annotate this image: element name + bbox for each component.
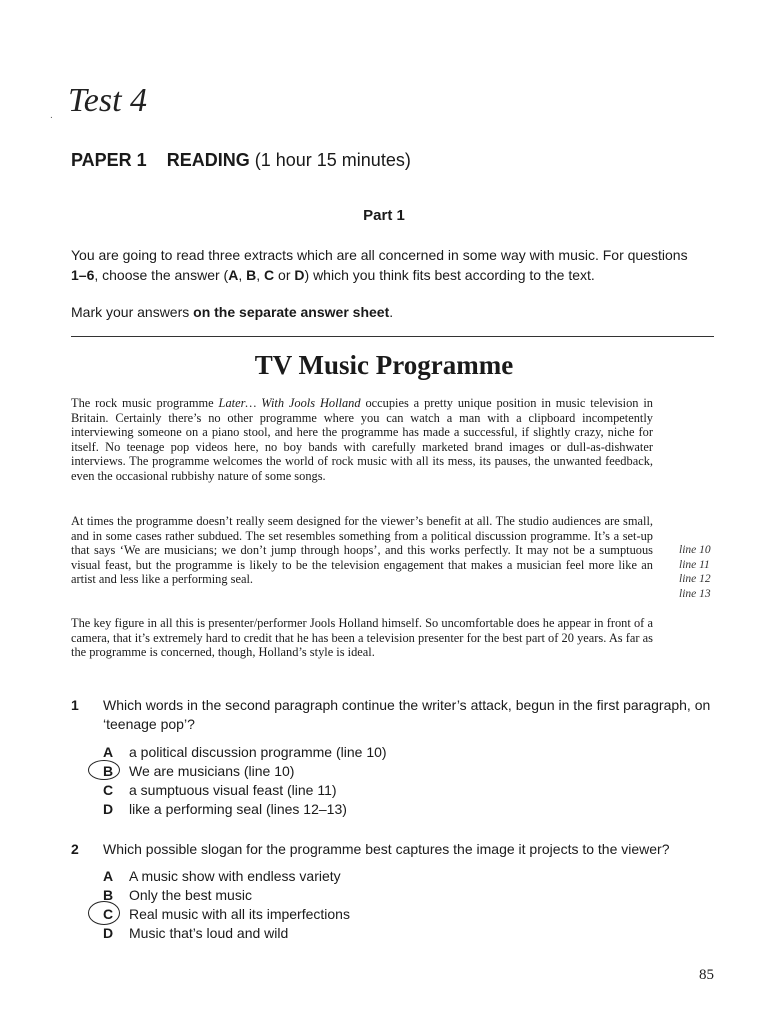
article-title: TV Music Programme xyxy=(254,350,514,380)
duration: (1 hour 15 minutes) xyxy=(254,150,411,170)
question-2-option-b[interactable]: B Only the best music xyxy=(103,887,252,903)
question-2-text: Which possible slogan for the programme best captures the image it projects to the viewer? xyxy=(103,841,670,857)
question-2-option-d[interactable]: D Music that’s loud and wild xyxy=(103,925,289,941)
question-1-text: Which words in the second paragraph continue the writer’s attack, begun in the first paragraph, on ‘teenage pop’? xyxy=(103,697,711,732)
question-1-option-d[interactable]: D like a performing seal (lines 12–13) xyxy=(103,801,347,817)
answer-sheet-instruction: Mark your answers on the separate answer sheet. xyxy=(71,304,394,320)
line-ref-13: line 13 xyxy=(679,587,711,600)
line-ref-10: line 10 xyxy=(679,544,711,556)
show-title: Later… With Jools Holland xyxy=(218,396,361,410)
paper-heading xyxy=(71,150,411,171)
paper-label: PAPER 1 xyxy=(71,150,147,170)
question-1-option-c[interactable]: C a sumptuous visual feast (line 11) xyxy=(103,782,337,798)
question-1-number: 1 xyxy=(71,697,79,713)
instructions: You are going to read three extracts which are all concerned in some way with music. For questions 1–6, choose the answer (A, B, C or D) which you think fits best according to the text. xyxy=(71,247,688,283)
question-2-option-a[interactable]: A A music show with endless variety xyxy=(103,868,341,884)
handwritten-answer-circle-q2 xyxy=(88,901,120,925)
part-heading: Part 1 xyxy=(363,207,405,224)
stray-dot: . xyxy=(50,110,53,121)
page-number: 85 xyxy=(699,967,714,983)
test-title: Test 4 xyxy=(68,82,148,119)
article-paragraph-1: The rock music programme Later… With Jools Holland occupies a pretty unique position in music television in Britain. Certainly there’s no other programme where you can watch a man with a clipboard incompetently interviewing someone on a piano stool, and here the programme has made a successful, if slightly crazy, niche for itself. No teenage pop videos here, no boy bands with carefully marketed brand images or dull-as-dishwater interviews. The programme welcomes the world of rock music with all its mess, its pauses, the unwanted feedback, even the occasional rubbishy nature of some songs. xyxy=(71,396,653,483)
question-1-option-b[interactable]: B We are musicians (line 10) xyxy=(103,763,295,779)
divider xyxy=(71,336,714,337)
article-paragraph-2: At times the programme doesn’t really seem designed for the viewer’s benefit at all. The studio audiences are small, and in some cases rather subdued. The set resembles something from a political discussion programme. It’s a set-up that says ‘We are musicians; we don’t jump through hoops’, and this works perfectly. It may not be a sumptuous visual feast, but the programme is likely to be the television engagement that makes a musician feel more like an artist and less like a performing seal. xyxy=(71,514,653,587)
article-paragraph-3: The key figure in all this is presenter/performer Jools Holland himself. So uncomfortable does he appear in front of a camera, that it’s extremely hard to credit that he has been a television presenter for the best part of 20 years. As far as the programme is concerned, though, Holland’s style is ideal. xyxy=(71,616,653,660)
question-2-option-c[interactable]: C Real music with all its imperfections xyxy=(103,906,350,922)
handwritten-answer-circle-q1 xyxy=(88,760,120,780)
line-ref-11: line 11 xyxy=(679,558,710,571)
question-2-number: 2 xyxy=(71,841,79,857)
section-label: READING xyxy=(166,150,250,170)
question-1-option-a[interactable]: A a political discussion programme (line 10) xyxy=(103,744,387,760)
line-ref-12: line 12 xyxy=(679,573,711,586)
